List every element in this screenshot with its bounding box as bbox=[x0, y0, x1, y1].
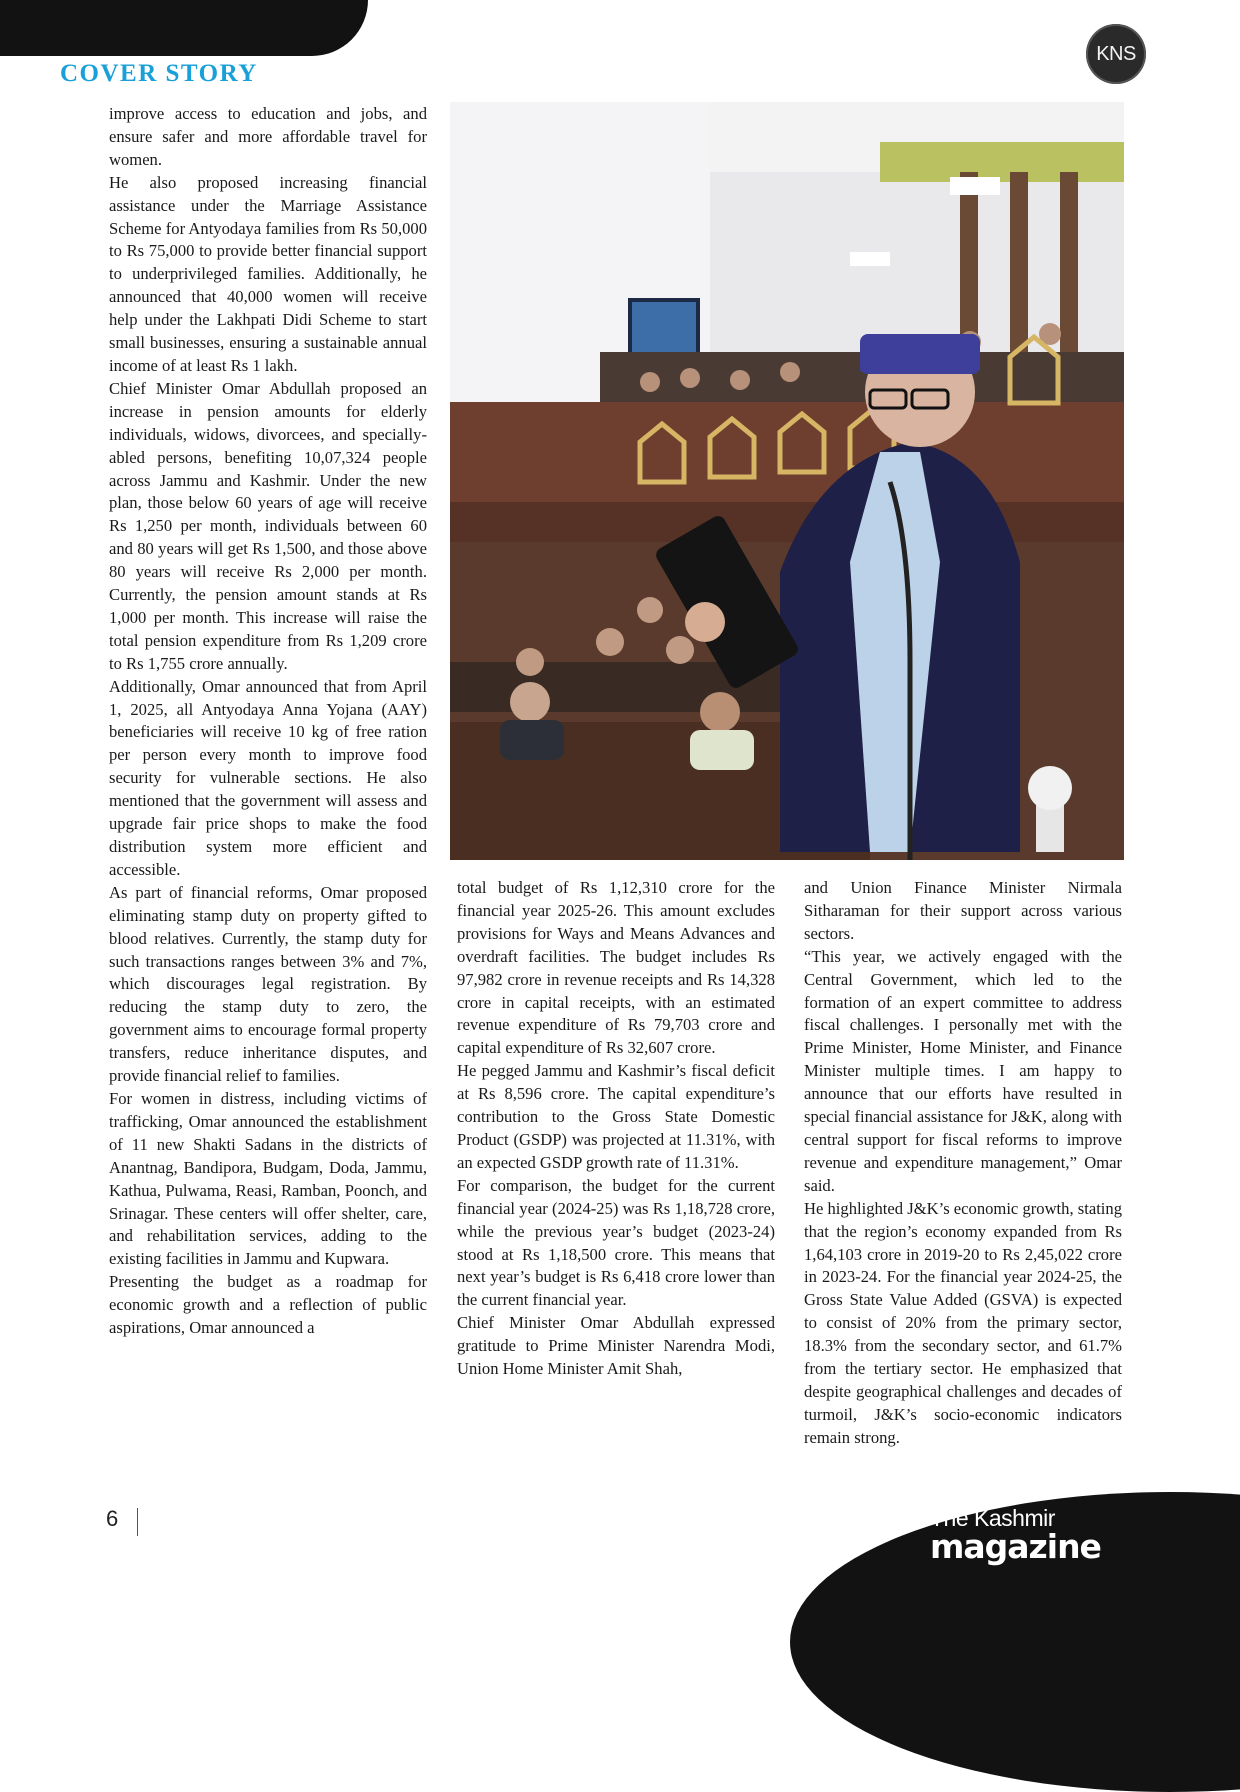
paragraph: He highlighted J&K’s economic growth, stating that the region’s economy expanded from Rs 1,64,103 crore in 2019-20 to Rs 2,45,022 crore in 2023-24. For the financial year 2024-25, the Gross State Value Added (GSVA) is expected to consist of 20% from the primary sector, 18.3% from the secondary sector, and 61.7% from the tertiary sector. He emphasized that despite geographical challenges and decades of turmoil, J&K’s socio-economic indicators remain strong. bbox=[804, 1198, 1123, 1447]
header-black-tab bbox=[0, 0, 368, 56]
page-number: 6 bbox=[106, 1506, 119, 1531]
kns-logo-badge: KNS bbox=[1086, 24, 1146, 84]
paragraph: “This year, we actively engaged with the Central Government, which led to the formation of an expert committee to address fiscal challenges. I personally met with the Prime Minister, Home Minister, and Finance Minister multiple times. I am happy to announce that our efforts have resulted in special financial assistance for J&K, along with central support for fiscal reforms to improve revenue and expenditure management,” Omar said. bbox=[804, 946, 1122, 1195]
article-column-3 bbox=[804, 877, 1122, 1450]
magazine-logo bbox=[930, 1506, 1101, 1564]
paragraph: Chief Minister Omar Abdullah proposed an increase in pension amounts for elderly individuals, widows, divorcees, and specially-abled persons, benefiting 10,07,324 people across Jammu and Kashmir. Under the new plan, those below 60 years of age will receive Rs 1,250 per month, individuals between 60 and 80 years will get Rs 1,500, and those above 80 years will receive Rs 2,000 per month. Currently, the pension amount stands at Rs 1,000 per month. This increase will raise the total pension expenditure from Rs 1,209 crore to Rs 1,755 crore annually. bbox=[109, 378, 427, 673]
article-column-1 bbox=[109, 103, 427, 1479]
paragraph: He pegged Jammu and Kashmir’s fiscal deficit at Rs 8,596 crore. The capital expenditure’s contribution to the Gross State Domestic Product (GSDP) was projected at 11.31%, with an expected GSDP growth rate of 11.31%. bbox=[457, 1061, 775, 1172]
paragraph: total budget of Rs 1,12,310 crore for the financial year 2025-26. This amount excludes provisions for Ways and Means Advances and overdraft facilities. The budget includes Rs 97,982 crore in revenue receipts and Rs 14,328 crore in capital receipts, with an estimated revenue expenditure of Rs 79,703 crore and capital expenditure of Rs 32,607 crore. bbox=[457, 878, 775, 1058]
paragraph: As part of financial reforms, Omar proposed eliminating stamp duty on property gifted to blood relatives. Currently, the stamp duty for such transactions ranges between 3% and 7%, which discourages legal registration. By reducing the stamp duty to zero, the government aims to encourage formal property transfers, reduce inheritance disputes, and provide financial relief to families. bbox=[109, 882, 427, 1086]
masthead-subtitle: magazine bbox=[930, 1527, 1101, 1566]
page-number-divider bbox=[137, 1508, 138, 1536]
masthead-title: The Kashmir bbox=[930, 1505, 1055, 1531]
paragraph: For women in distress, including victims of trafficking, Omar announced the establishment of 11 new Shakti Sadans in the districts of Anantnag, Bandipora, Budgam, Doda, Jammu, Kathua, Pulwama, Reasi, Ramban, Poonch, and Srinagar. These centers will offer shelter, care, and rehabilitation services, adding to the existing facilities in Jammu and Kupwara. bbox=[109, 1088, 427, 1269]
article-column-2 bbox=[457, 877, 775, 1381]
article-photo bbox=[450, 102, 1124, 860]
paragraph: and Union Finance Minister Nirmala Sitharaman for their support across various sectors. bbox=[804, 878, 1122, 943]
section-label: COVER STORY bbox=[60, 60, 258, 87]
paragraph: For comparison, the budget for the current financial year (2024-25) was Rs 1,18,728 crore, while the previous year’s budget (2023-24) stood at Rs 1,18,500 crore. This means that next year’s budget is Rs 6,418 crore lower than the current financial year. bbox=[457, 1175, 775, 1310]
paragraph: He also proposed increasing financial assistance under the Marriage Assistance Scheme for Antyodaya families from Rs 50,000 to Rs 75,000 to provide better financial support to underprivileged families. Additionally, he announced that 40,000 women will receive help under the Lakhpati Didi Scheme to start small businesses, ensuring a sustainable annual income of at least Rs 1 lakh. bbox=[109, 172, 427, 375]
paragraph: Additionally, Omar announced that from April 1, 2025, all Antyodaya Anna Yojana (AAY) beneficiaries will receive 10 kg of free ration per person every month to improve food security for vulnerable sections. He also mentioned that the government will assess and upgrade fair price shops to make the food distribution system more efficient and accessible. bbox=[109, 676, 427, 879]
paragraph: Chief Minister Omar Abdullah expressed gratitude to Prime Minister Narendra Modi, Union Home Minister Amit Shah, bbox=[457, 1313, 775, 1379]
paragraph: improve access to education and jobs, and ensure safer and more affordable travel for women. bbox=[109, 104, 427, 169]
assembly-photo-illustration bbox=[450, 102, 1124, 860]
paragraph: Presenting the budget as a roadmap for economic growth and a reflection of public aspirations, Omar announced a bbox=[109, 1272, 427, 1338]
